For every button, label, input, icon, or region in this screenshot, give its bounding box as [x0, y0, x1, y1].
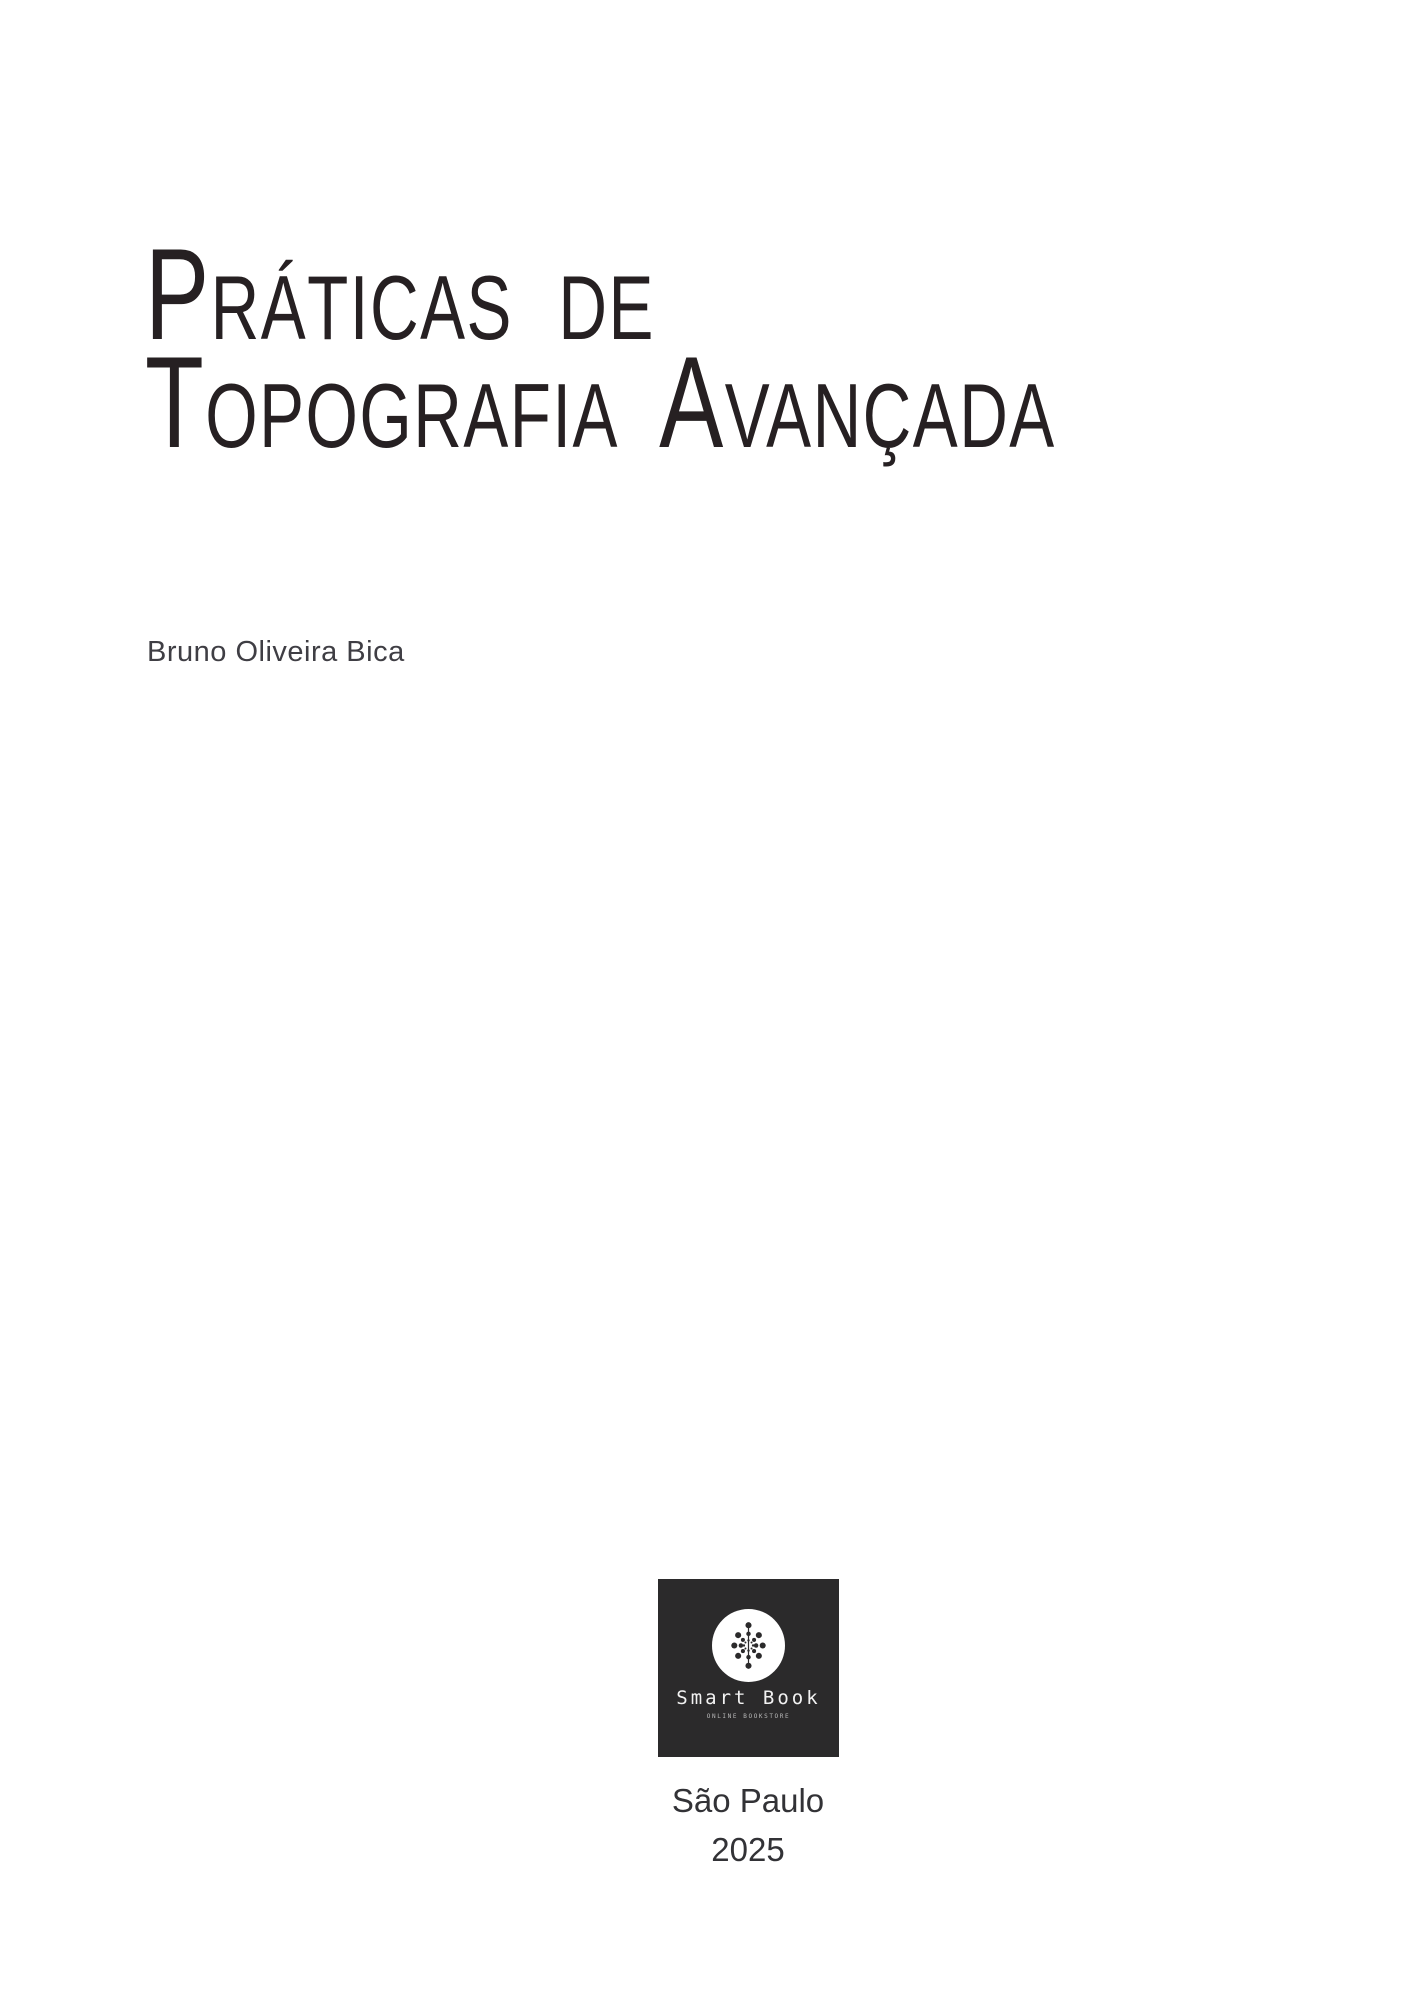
book-title-line2: Topografia Avançada: [145, 329, 1056, 475]
book-title-line1: Práticas de: [145, 221, 655, 367]
imprint-city: São Paulo: [671, 1782, 825, 1819]
dot-burst-snowflake-icon: [712, 1609, 785, 1682]
publisher-tagline: ONLINE BOOKSTORE: [706, 1713, 791, 1720]
imprint-block: [658, 1579, 839, 1879]
author-name: Bruno Oliveira Bica: [147, 636, 405, 668]
imprint-year: 2025: [711, 1831, 785, 1868]
publisher-name: Smart Book: [676, 1687, 821, 1709]
publisher-logo: [658, 1579, 839, 1757]
